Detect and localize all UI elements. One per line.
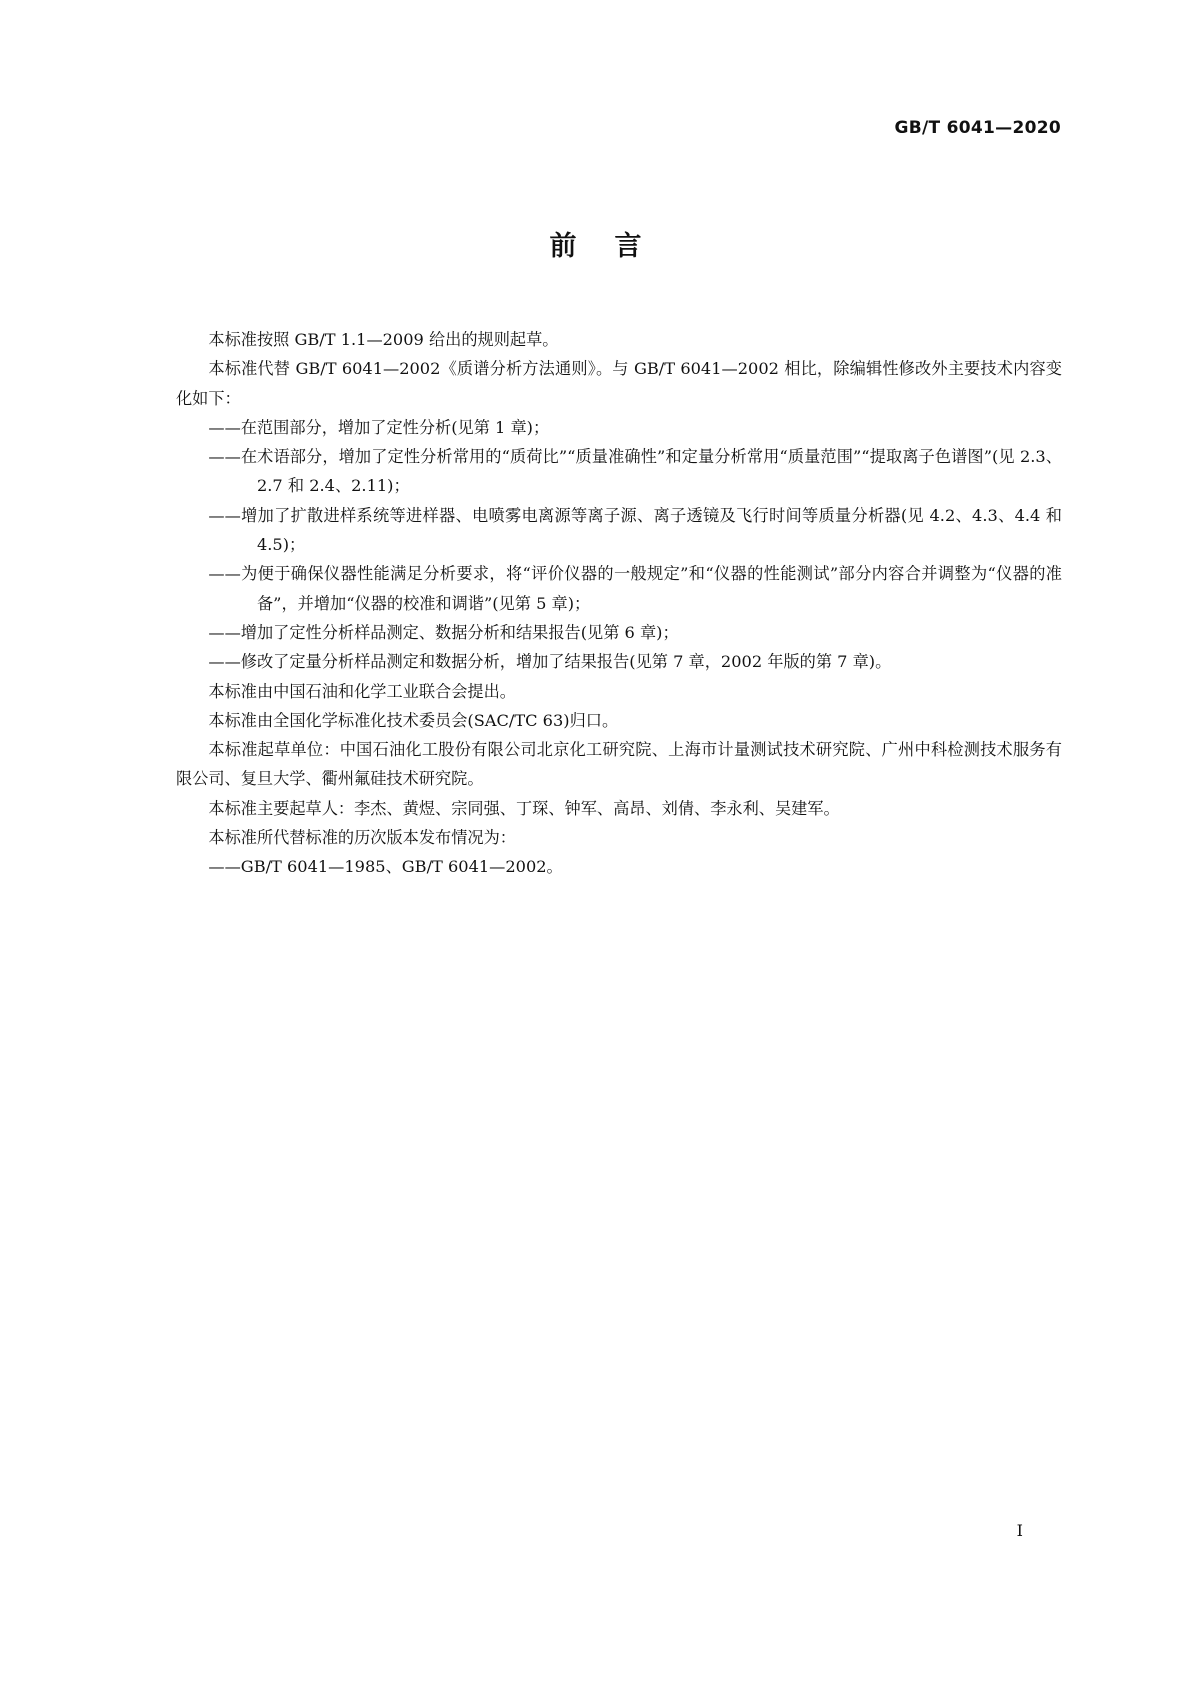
paragraph: 本标准所代替标准的历次版本发布情况为： (208, 828, 516, 848)
list-item: ——为便于确保仪器性能满足分析要求，将“评价仪器的一般规定”和“仪器的性能测试”部分内容合并调整为“仪器的准备”，并增加“仪器的校准和调谐”(见第 5 章)； (208, 564, 1062, 613)
foreword-body (176, 325, 1062, 882)
paragraph: 本标准由中国石油和化学工业联合会提出。 (208, 681, 516, 701)
page-number: I (1016, 1521, 1023, 1540)
list-item: ——增加了扩散进样系统等进样器、电喷雾电离源等离子源、离子透镜及飞行时间等质量分析器(见 4.2、4.3、4.4 和 4.5)； (208, 505, 1062, 555)
standard-code: GB/T 6041—2020 (894, 118, 1061, 138)
list-item: ——GB/T 6041—1985、GB/T 6041—2002。 (208, 857, 563, 877)
paragraph: 本标准主要起草人：李杰、黄煜、宗同强、丁琛、钟军、高昂、刘倩、李永利、吴建军。 (208, 798, 840, 818)
list-item: ——在范围部分，增加了定性分析(见第 1 章)； (208, 417, 550, 437)
page-title: 前言 (549, 231, 680, 262)
paragraph: 本标准起草单位：中国石油化工股份有限公司北京化工研究院、上海市计量测试技术研究院、广州中科检测技术服务有限公司、复旦大学、衢州氟硅技术研究院。 (176, 740, 1062, 789)
list-item: ——增加了定性分析样品测定、数据分析和结果报告(见第 6 章)； (208, 622, 679, 642)
list-item: ——修改了定量分析样品测定和数据分析，增加了结果报告(见第 7 章，2002 年版的第 7 章)。 (208, 652, 892, 672)
list-item: ——在术语部分，增加了定性分析常用的“质荷比”“质量准确性”和定量分析常用“质量范围”“提取离子色谱图”(见 2.3、2.7 和 2.4、2.11)； (208, 447, 1062, 496)
paragraph: 本标准代替 GB/T 6041—2002《质谱分析方法通则》。与 GB/T 6041—2002 相比，除编辑性修改外主要技术内容变化如下： (176, 359, 1062, 408)
paragraph: 本标准按照 GB/T 1.1—2009 给出的规则起草。 (208, 330, 559, 349)
paragraph: 本标准由全国化学标准化技术委员会(SAC/TC 63)归口。 (208, 710, 619, 730)
